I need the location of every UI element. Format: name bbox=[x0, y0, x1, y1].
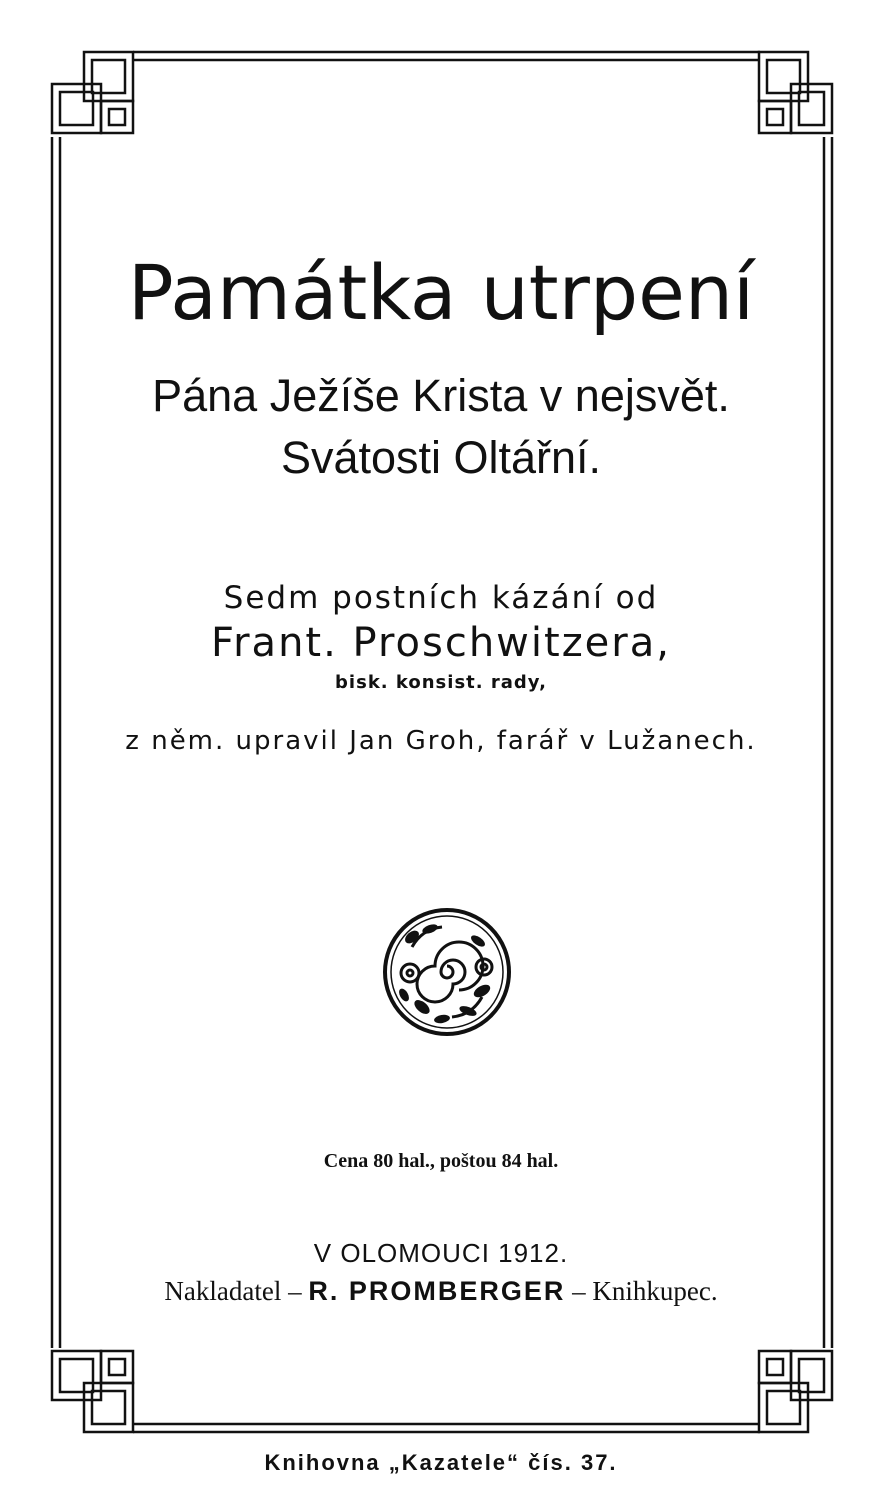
publisher-suffix: – Knihkupec. bbox=[572, 1276, 718, 1306]
greek-key-corner-icon bbox=[759, 52, 832, 133]
greek-key-corner-icon bbox=[52, 52, 133, 133]
library-series-note: Knihovna „Kazatele“ čís. 37. bbox=[264, 1450, 618, 1475]
greek-key-corner-icon bbox=[52, 1351, 133, 1432]
place-and-year: V OLOMOUCI 1912. bbox=[313, 1238, 569, 1268]
book-title: Památka utrpení bbox=[127, 248, 755, 337]
subtitle-line-1: Pána Ježíše Krista v nejsvět. bbox=[152, 370, 730, 421]
publisher-line bbox=[0, 1276, 882, 1307]
adapted-by-line: z něm. upravil Jan Groh, farář v Lužanech. bbox=[125, 726, 757, 756]
greek-key-corner-icon bbox=[759, 1351, 832, 1432]
publisher-name: R. PROMBERGER bbox=[308, 1276, 566, 1306]
publisher-prefix: Nakladatel – bbox=[164, 1276, 302, 1306]
price-line: Cena 80 hal., poštou 84 hal. bbox=[323, 1150, 559, 1172]
author-name: Frant. Proschwitzera, bbox=[211, 620, 671, 666]
author-role: bisk. konsist. rady, bbox=[335, 672, 547, 693]
sermons-line: Sedm postních kázání od bbox=[223, 580, 659, 616]
subtitle-line-2: Svátosti Oltářní. bbox=[280, 432, 602, 483]
floral-roundel-icon bbox=[382, 907, 512, 1037]
